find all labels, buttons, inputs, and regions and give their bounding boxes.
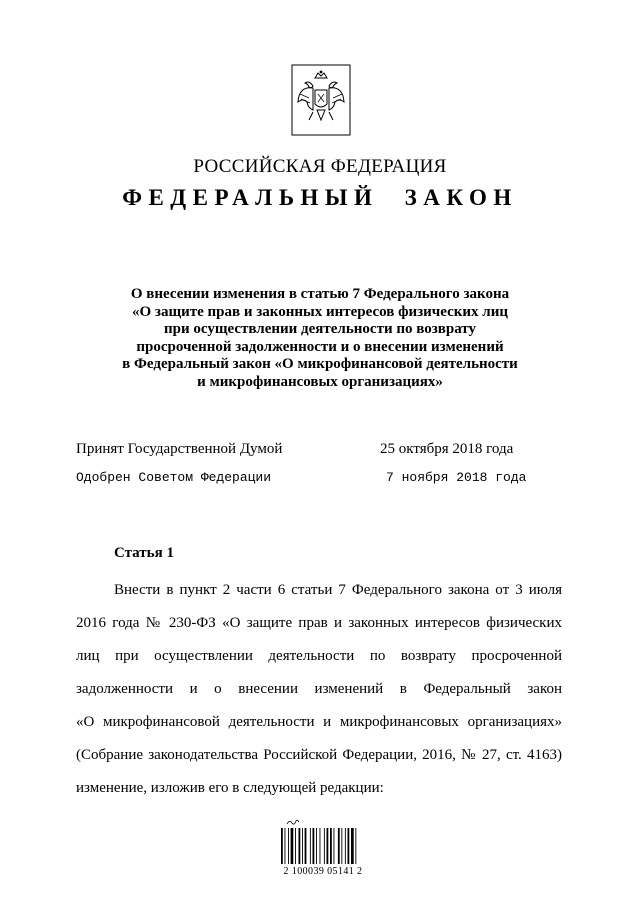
russian-coat-of-arms-icon [291,64,351,136]
barcode-bar [341,828,342,864]
duma-adoption-label: Принят Государственной Думой [76,441,283,457]
country-heading: РОССИЙСКАЯ ФЕДЕРАЦИЯ [193,156,447,177]
article-line: изменение, изложив его в следующей редакции: [76,780,384,796]
document-type-heading: ФЕДЕРАЛЬНЫЙ ЗАКОН [122,185,518,210]
barcode-bar [310,828,311,864]
barcode-bar [285,828,286,864]
council-approval-date: 7 ноября 2018 года [386,470,527,485]
duma-adoption-date: 25 октября 2018 года [380,441,514,457]
barcode-bar [313,828,315,864]
barcode-bar [338,828,340,864]
article-line: «О микрофинансовой деятельности и микрофинансовых организациях» [76,714,562,730]
barcode-bar [281,828,283,864]
law-title-line: в Федеральный закон «О микрофинансовой деятельности [122,356,518,373]
law-title-line: просроченной задолженности и о внесении изменений [136,338,504,355]
coat-of-arms-emblem [291,64,351,136]
article-line: (Собрание законодательства Российской Федерации, 2016, № 27, ст. 4163) [76,747,562,763]
barcode-number: 2 100039 05141 2 [283,866,363,877]
barcode-bar [291,828,294,864]
document-barcode [280,818,366,880]
barcode-bar [320,828,321,864]
barcode-bar [355,828,356,864]
barcode-bar [330,828,332,864]
article-heading: Статья 1 [114,545,174,561]
barcode-bar [345,828,346,864]
article-line: 2016 года № 230-ФЗ «О защите прав и законных интересов физических [76,615,562,631]
article-line: Внести в пункт 2 части 6 статьи 7 Федерального закона от 3 июля [114,582,562,598]
barcode-bar [288,828,289,864]
barcode-bar [316,828,317,864]
barcode-bars [280,828,366,864]
barcode-bar [324,828,325,864]
law-title [0,286,640,392]
barcode-bar [351,828,354,864]
barcode-bar [299,828,301,864]
barcode-bar [327,828,329,864]
law-title-line: при осуществлении деятельности по возврату [164,321,476,338]
barcode-bar [334,828,335,864]
signature-mark-icon [286,818,300,826]
barcode-bar [348,828,350,864]
barcode-bar [302,828,303,864]
article-line: задолженности и о внесении изменений в Федеральный закон [76,681,562,697]
barcode-bar [305,828,307,864]
law-title-line: «О защите прав и законных интересов физических лиц [132,303,508,320]
article-line: лиц при осуществлении деятельности по возврату просроченной [76,648,562,664]
council-approval-label: Одобрен Советом Федерации [76,470,272,485]
law-title-line: и микрофинансовых организациях» [197,373,443,390]
law-title-line: О внесении изменения в статью 7 Федерального закона [130,286,510,302]
barcode-bar [295,828,296,864]
